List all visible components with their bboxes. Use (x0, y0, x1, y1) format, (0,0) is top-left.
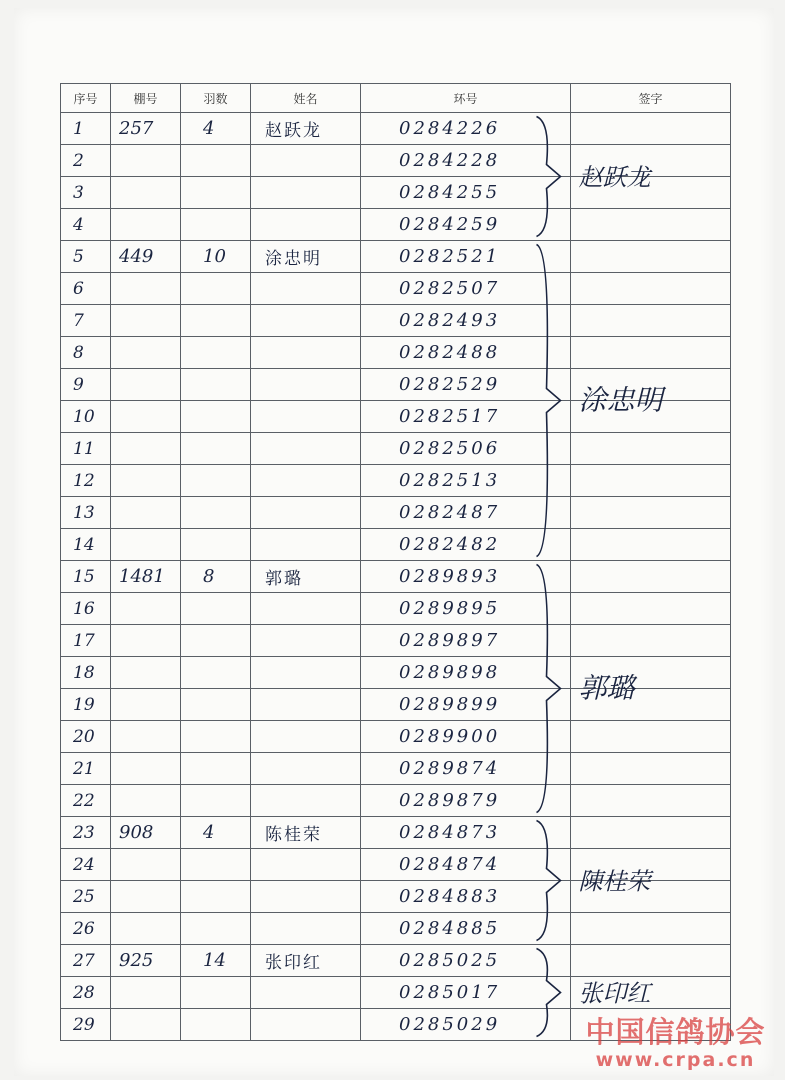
cell-seq: 29 (61, 1009, 111, 1041)
cell-ring: 0282517 (361, 401, 571, 433)
cell-seq: 10 (61, 401, 111, 433)
cell-seq: 11 (61, 433, 111, 465)
cell-seq: 22 (61, 785, 111, 817)
cell-name: 郭璐 (251, 561, 361, 593)
group-brace (537, 821, 561, 941)
cell-seq: 25 (61, 881, 111, 913)
cell-ring: 0284226 (361, 113, 571, 145)
cell-seq: 21 (61, 753, 111, 785)
cell-seq: 24 (61, 849, 111, 881)
cell-shed: 925 (111, 945, 181, 977)
cell-shed: 449 (111, 241, 181, 273)
cell-seq: 20 (61, 721, 111, 753)
cell-seq: 18 (61, 657, 111, 689)
handwritten-signature: 赵跃龙 (578, 163, 651, 192)
watermark (573, 1010, 778, 1071)
handwritten-signature: 涂忠明 (578, 383, 663, 417)
cell-seq: 17 (61, 625, 111, 657)
cell-ring: 0289893 (361, 561, 571, 593)
cell-seq: 1 (61, 113, 111, 145)
cell-seq: 4 (61, 209, 111, 241)
cell-seq: 12 (61, 465, 111, 497)
cell-seq: 27 (61, 945, 111, 977)
handwritten-signature: 郭璐 (578, 671, 635, 705)
header-count: 羽数 (181, 84, 251, 113)
cell-ring: 0284255 (361, 177, 571, 209)
cell-ring: 0289874 (361, 753, 571, 785)
cell-ring: 0285029 (361, 1009, 571, 1041)
group-brace (537, 117, 561, 237)
header-name: 姓名 (251, 84, 361, 113)
watermark-org: 中国信鸽协会 (585, 1015, 766, 1049)
cell-count: 14 (181, 945, 251, 977)
cell-ring: 0282493 (361, 305, 571, 337)
cell-seq: 8 (61, 337, 111, 369)
cell-count: 4 (181, 113, 251, 145)
cell-count: 8 (181, 561, 251, 593)
cell-ring: 0282513 (361, 465, 571, 497)
cell-seq: 26 (61, 913, 111, 945)
cell-ring: 0284259 (361, 209, 571, 241)
cell-ring: 0284885 (361, 913, 571, 945)
cell-ring: 0289900 (361, 721, 571, 753)
cell-name: 赵跃龙 (251, 113, 361, 145)
group-brace (537, 565, 561, 813)
handwritten-signature: 陳桂荣 (578, 867, 651, 896)
cell-ring: 0289897 (361, 625, 571, 657)
cell-shed: 908 (111, 817, 181, 849)
group-brace (537, 949, 561, 1037)
cell-ring: 0285025 (361, 945, 571, 977)
cell-count: 10 (181, 241, 251, 273)
cell-ring: 0282529 (361, 369, 571, 401)
header-shed: 棚号 (111, 84, 181, 113)
cell-seq: 14 (61, 529, 111, 561)
cell-name: 张印红 (251, 945, 361, 977)
cell-seq: 3 (61, 177, 111, 209)
cell-ring: 0285017 (361, 977, 571, 1009)
header-ring: 环号 (361, 84, 571, 113)
header-seq: 序号 (61, 84, 111, 113)
cell-seq: 6 (61, 273, 111, 305)
cell-ring: 0282521 (361, 241, 571, 273)
cell-seq: 28 (61, 977, 111, 1009)
cell-shed: 1481 (111, 561, 181, 593)
cell-seq: 16 (61, 593, 111, 625)
cell-ring: 0284874 (361, 849, 571, 881)
cell-seq: 19 (61, 689, 111, 721)
cell-ring: 0289898 (361, 657, 571, 689)
cell-ring: 0289895 (361, 593, 571, 625)
cell-ring: 0284228 (361, 145, 571, 177)
cell-seq: 15 (61, 561, 111, 593)
cell-seq: 7 (61, 305, 111, 337)
cell-ring: 0289879 (361, 785, 571, 817)
cell-ring: 0282506 (361, 433, 571, 465)
cell-name: 涂忠明 (251, 241, 361, 273)
cell-seq: 13 (61, 497, 111, 529)
group-brace (537, 245, 561, 557)
cell-ring: 0284873 (361, 817, 571, 849)
cell-seq: 5 (61, 241, 111, 273)
header-signature: 签字 (571, 84, 731, 113)
cell-ring: 0282488 (361, 337, 571, 369)
cell-count: 4 (181, 817, 251, 849)
watermark-url: www.crpa.cn (595, 1049, 756, 1071)
cell-seq: 9 (61, 369, 111, 401)
cell-ring: 0282487 (361, 497, 571, 529)
cell-ring: 0284883 (361, 881, 571, 913)
cell-ring: 0289899 (361, 689, 571, 721)
cell-name: 陈桂荣 (251, 817, 361, 849)
cell-ring: 0282482 (361, 529, 571, 561)
cell-seq: 23 (61, 817, 111, 849)
handwritten-signature: 张印红 (578, 979, 651, 1008)
cell-shed: 257 (111, 113, 181, 145)
cell-seq: 2 (61, 145, 111, 177)
cell-ring: 0282507 (361, 273, 571, 305)
